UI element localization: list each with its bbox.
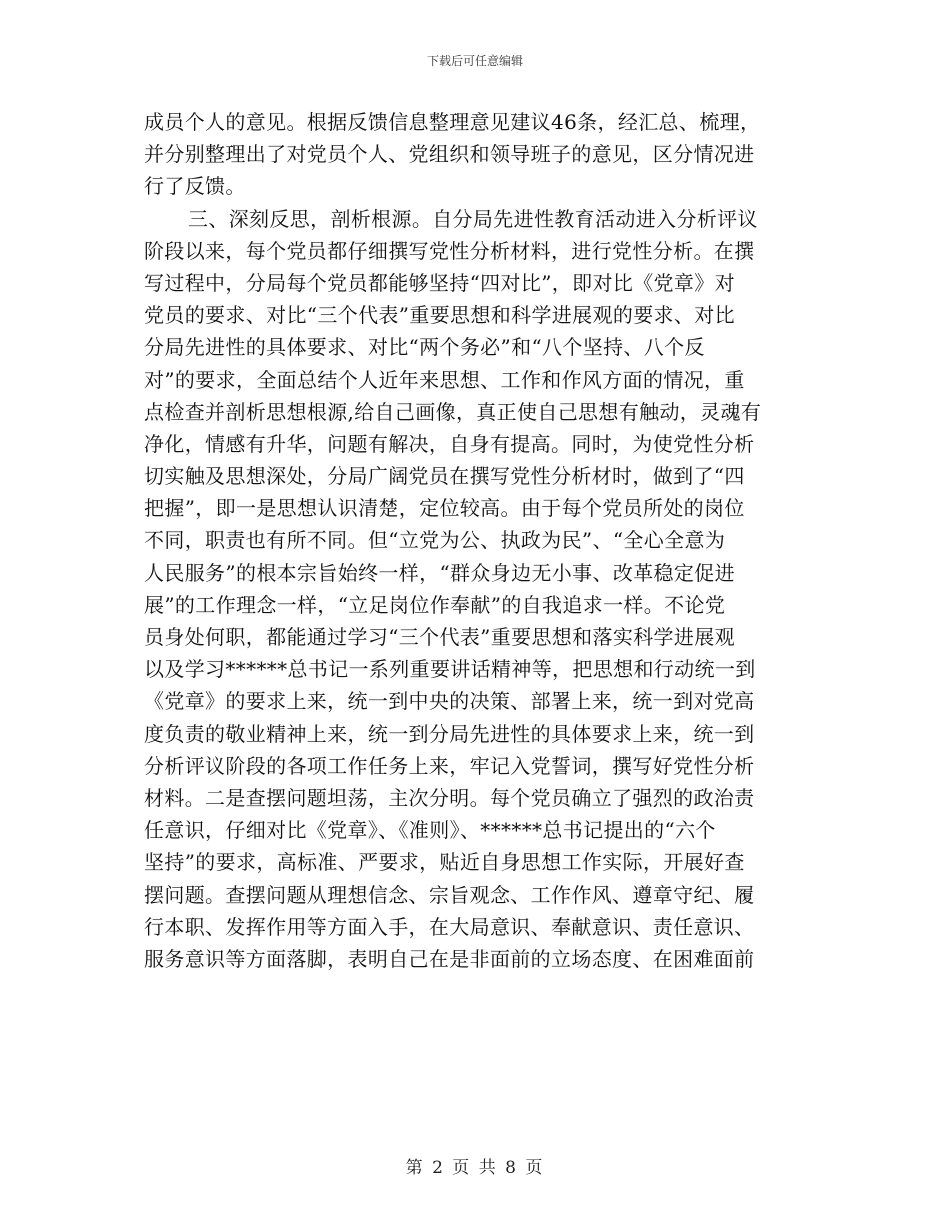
text-line: 阶段以来，每个党员都仔细撰写党性分析材料，进行党性分析。在撰 — [144, 238, 755, 263]
text-line: 分局先进性的具体要求、对比“两个务必”和“八个坚持、八个反 — [144, 335, 705, 360]
text-line: 度负责的敬业精神上来，统一到分局先进性的具体要求上来，统一到 — [144, 721, 755, 746]
text-line: 行了反馈。 — [144, 174, 246, 199]
text-line: 《党章》的要求上来，统一到中央的决策、部署上来，统一到对党高 — [144, 689, 755, 714]
text-line: 展”的工作理念一样，“立足岗位作奉献”的自我追求一样。不论党 — [144, 592, 726, 617]
text-line: 坚持”的要求，高标准、严要求，贴近自身思想工作实际，开展好查 — [144, 850, 745, 875]
text-line: 切实触及思想深处，分局广阔党员在撰写党性分析材时，做到了“四 — [144, 464, 745, 489]
text-line: 净化，情感有升华，问题有解决，自身有提高。同时，为使党性分析 — [144, 431, 755, 456]
document-body — [144, 106, 810, 975]
text-line: 员身处何职，都能通过学习“三个代表”重要思想和落实科学进展观 — [144, 625, 735, 649]
text-line: 点检查并剖析思想根源,给自己画像，真正使自己思想有触动，灵魂有 — [144, 399, 762, 424]
text-line: 并分别整理出了对党员个人、党组织和领导班子的意见，区分情况进 — [144, 142, 755, 167]
page-number-footer: 第 2 页 共 8 页 — [405, 1158, 545, 1178]
text-line: 写过程中，分局每个党员都能够坚持“四对比”，即对比《党章》对 — [144, 270, 735, 295]
text-line: 服务意识等方面落脚，表明自己在是非面前的立场态度、在困难面前 — [144, 946, 755, 971]
text-line: 对”的要求，全面总结个人近年来思想、工作和作风方面的情况，重 — [144, 367, 745, 392]
text-line: 党员的要求、对比“三个代表”重要思想和科学进展观的要求、对比 — [144, 303, 735, 328]
text-line: 任意识，仔细对比《党章》、《准则》、******总书记提出的“六个 — [144, 818, 716, 843]
text-line: 材料。二是查摆问题坦荡，主次分明。每个党员确立了强烈的政治责 — [144, 785, 755, 810]
text-line: 把握”，即一是思想认识清楚，定位较高。由于每个党员所处的岗位 — [144, 496, 745, 521]
page-header-note: 下载后可任意编辑 — [426, 54, 523, 68]
paragraph-start-line: 三、深刻反思，剖析根源。自分局先进性教育活动进入分析评议 — [188, 206, 758, 231]
text-line: 人民服务”的根本宗旨始终一样，“群众身边无小事、改革稳定促进 — [144, 560, 735, 585]
text-line: 成员个人的意见。根据反馈信息整理意见建议46条，经汇总、梳理， — [144, 110, 761, 134]
text-line: 以及学习******总书记一系列重要讲话精神等，把思想和行动统一到 — [144, 657, 756, 682]
text-line: 行本职、发挥作用等方面入手，在大局意识、奉献意识、责任意识、 — [144, 914, 755, 939]
text-line: 不同，职责也有所不同。但“立党为公、执政为民”、“全心全意为 — [144, 528, 726, 553]
text-line: 摆问题。查摆问题从理想信念、宗旨观念、工作作风、遵章守纪、履 — [144, 882, 755, 907]
text-line: 分析评议阶段的各项工作任务上来，牢记入党誓词，撰写好党性分析 — [144, 753, 755, 778]
